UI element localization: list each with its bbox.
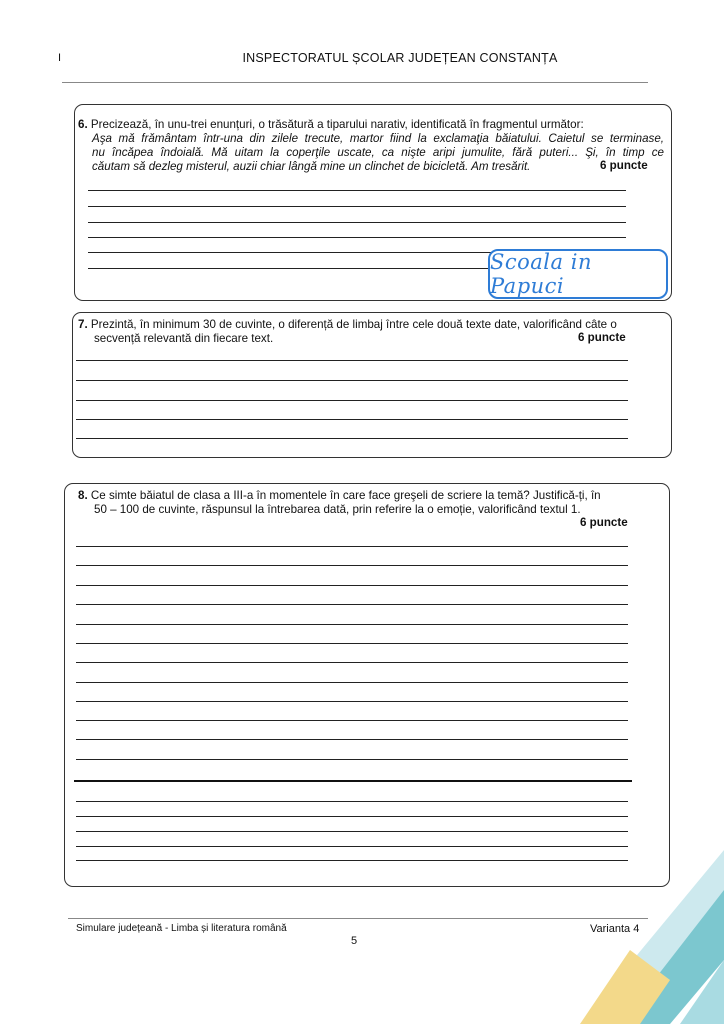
- answer-line: [76, 701, 628, 702]
- question-8-box: [64, 483, 670, 887]
- answer-line: [76, 831, 628, 832]
- answer-line: [76, 546, 628, 547]
- answer-line: [88, 206, 626, 207]
- answer-line: [76, 682, 628, 683]
- footer-exam-title: Simulare județeană - Limba și literatura română: [76, 923, 287, 934]
- answer-line: [76, 565, 628, 566]
- question-6-excerpt-line-2: nu încăpea îndoială. Mă uitam la coperţile uscate, ca nişte aripi jumulite, fără puteri... Şi, în timp ce: [92, 146, 664, 159]
- question-6-number: 6.: [78, 118, 88, 131]
- header-title-text: INSPECTORATUL ȘCOLAR JUDEȚEAN CONSTANȚA: [242, 51, 558, 65]
- page-number: 5: [351, 935, 358, 947]
- answer-line: [88, 237, 626, 238]
- question-7-prompt-line-1: [78, 317, 666, 332]
- answer-line-thick: [74, 780, 632, 782]
- question-8-points: 6 puncte: [580, 516, 628, 529]
- answer-line: [76, 720, 628, 721]
- answer-line: [88, 190, 626, 191]
- question-6-prompt: [78, 117, 666, 132]
- decorative-corner-graphic: [520, 850, 724, 1024]
- answer-line: [76, 419, 628, 420]
- answer-line: [76, 662, 628, 663]
- answer-line: [76, 585, 628, 586]
- question-7-points: 6 puncte: [578, 331, 626, 344]
- answer-line: [76, 604, 628, 605]
- page-header-title: [0, 51, 724, 65]
- header-divider: [62, 82, 648, 83]
- answer-line: [76, 360, 628, 361]
- watermark-logo: Scoala in Papuci: [488, 249, 668, 299]
- answer-line: [76, 624, 628, 625]
- question-6-excerpt-line-3: căutam să dezleg misterul, auzii chiar lângă mine un clinchet de bicicletă. Am tresărit.: [92, 160, 531, 173]
- answer-line: [76, 801, 628, 802]
- answer-line: [76, 400, 628, 401]
- question-8-prompt-line-2: 50 – 100 de cuvinte, răspunsul la întrebarea dată, prin referire la o emoție, valorificând textul 1.: [94, 503, 581, 516]
- answer-line: [76, 643, 628, 644]
- answer-line: [76, 739, 628, 740]
- header-mark: I: [58, 52, 62, 64]
- answer-line: [76, 759, 628, 760]
- question-7-prompt-line-2: secvență relevantă din fiecare text.: [94, 332, 274, 345]
- question-6-prompt-text: Precizează, în unu-trei enunțuri, o trăsătură a tiparului narativ, identificată în fragmentul următor:: [90, 118, 584, 131]
- footer-variant: Varianta 4: [590, 923, 640, 935]
- answer-line: [76, 438, 628, 439]
- answer-line: [76, 380, 628, 381]
- question-8-number: 8.: [78, 489, 88, 502]
- answer-line: [76, 816, 628, 817]
- question-8-prompt-text: Ce simte băiatul de clasa a III-a în momentele în care face greşeli de scriere la temă? Justifică-ți, în: [90, 489, 601, 502]
- question-7-prompt-text: Prezintă, în minimum 30 de cuvinte, o diferență de limbaj între cele două texte date, valorificând câte o: [90, 318, 617, 331]
- question-7-number: 7.: [78, 318, 88, 331]
- question-6-excerpt-line-1: Aşa mă frământam într-una din zilele trecute, martor fiind la exclamaţia băiatului. Caietul se terminase,: [92, 132, 664, 145]
- answer-line: [88, 222, 626, 223]
- answer-line: [76, 846, 628, 847]
- question-6-points: 6 puncte: [600, 159, 648, 172]
- question-8-prompt-line-1: [78, 488, 666, 503]
